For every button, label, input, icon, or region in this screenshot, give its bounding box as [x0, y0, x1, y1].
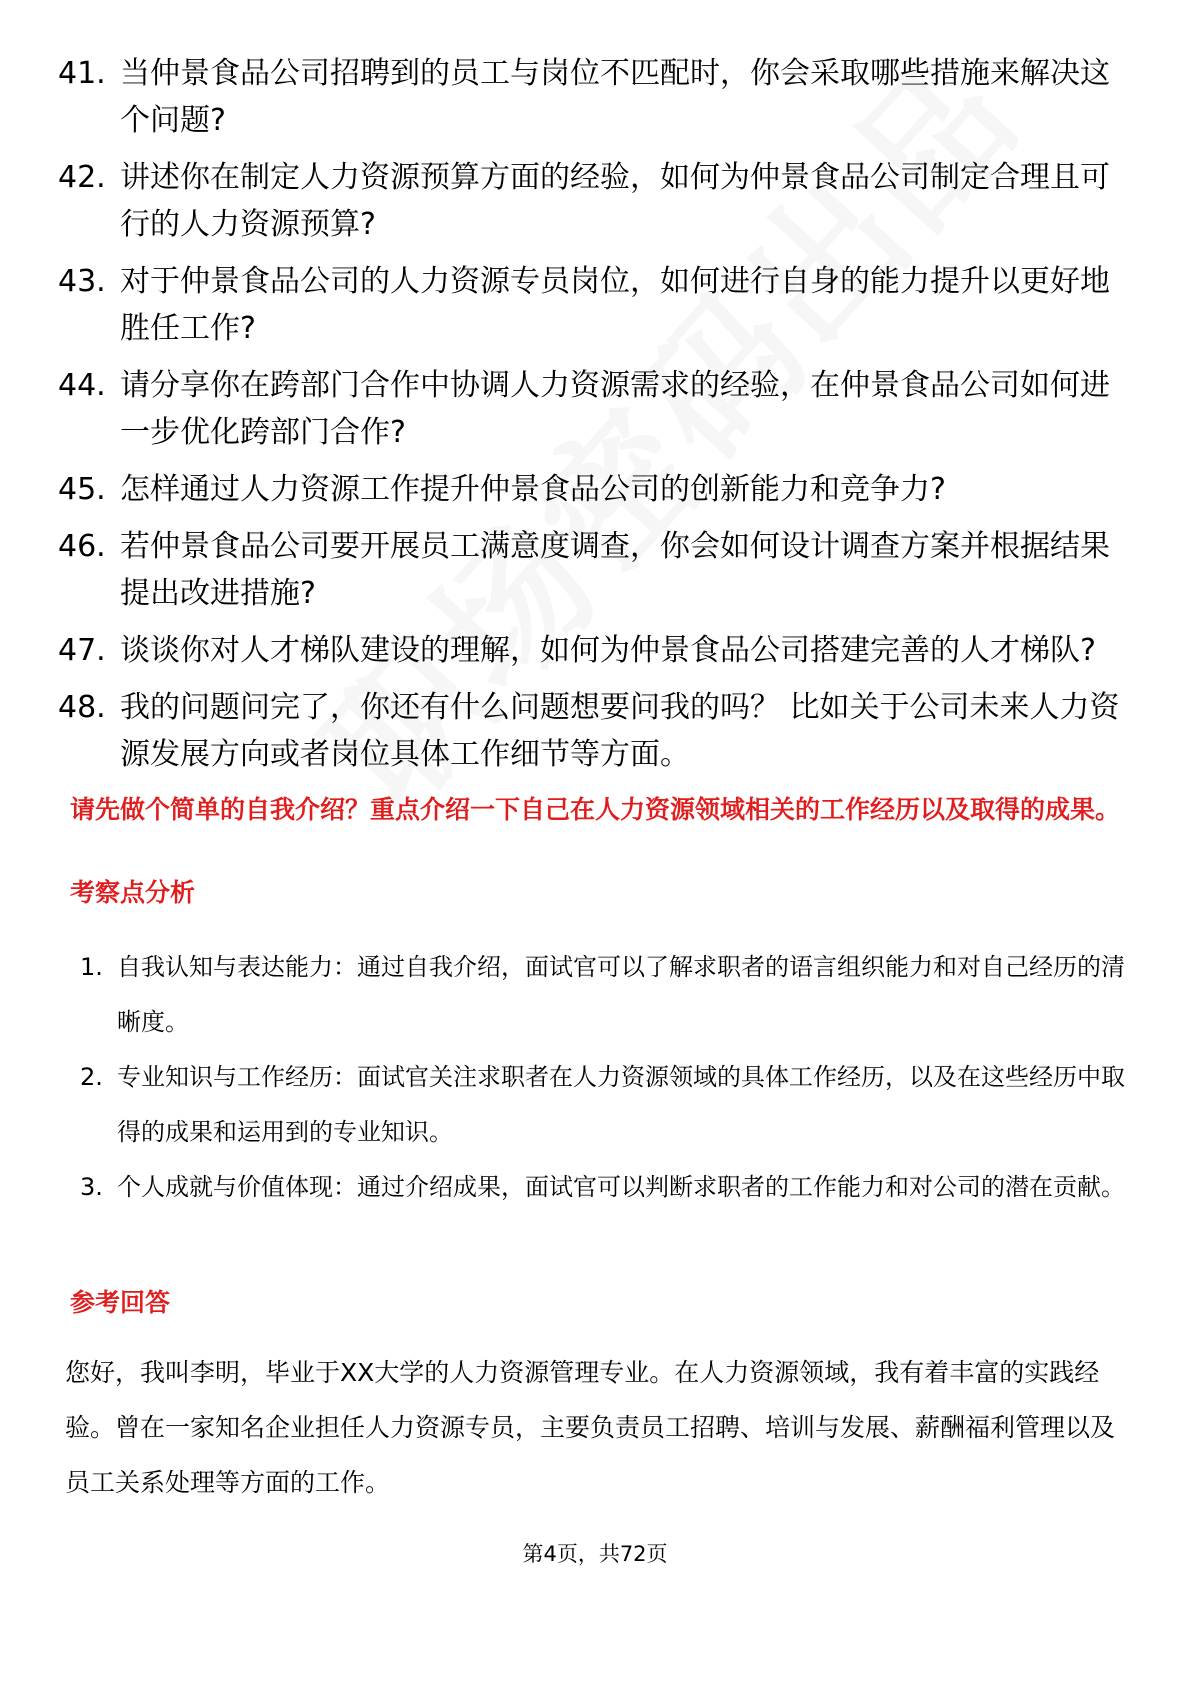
- question-number: 46.: [58, 529, 106, 564]
- analysis-point: [80, 1050, 1140, 1160]
- question-number: 41.: [58, 56, 106, 91]
- analysis-point-number: 1.: [80, 953, 103, 981]
- question-number: 48.: [58, 690, 106, 725]
- question-item: [58, 684, 1138, 778]
- intro-question: 请先做个简单的自我介绍？重点介绍一下自己在人力资源领域相关的工作经历以及取得的成果。: [70, 795, 1121, 824]
- question-text: 请分享你在跨部门合作中协调人力资源需求的经验，在仲景食品公司如何进一步优化跨部门合作?: [120, 368, 1110, 450]
- question-item: [58, 362, 1138, 456]
- question-item: [58, 258, 1138, 352]
- answer-text: 您好，我叫李明，毕业于XX大学的人力资源管理专业。在人力资源领域，我有着丰富的实践经验。曾在一家知名企业担任人力资源专员，主要负责员工招聘、培训与发展、薪酬福利管理以及员工关系处理等方面的工作。: [65, 1358, 1116, 1497]
- analysis-point-number: 2.: [80, 1063, 103, 1091]
- question-text: 怎样通过人力资源工作提升仲景食品公司的创新能力和竞争力?: [120, 472, 946, 507]
- analysis-point-text: 自我认知与表达能力：通过自我介绍，面试官可以了解求职者的语言组织能力和对自己经历的清晰度。: [117, 953, 1125, 1036]
- question-number: 42.: [58, 160, 106, 195]
- question-text: 讲述你在制定人力资源预算方面的经验，如何为仲景食品公司制定合理且可行的人力资源预算?: [120, 160, 1110, 242]
- question-number: 47.: [58, 633, 106, 668]
- question-item: [58, 50, 1138, 144]
- question-number: 44.: [58, 368, 106, 403]
- question-item: [58, 466, 1138, 513]
- analysis-point-text: 专业知识与工作经历：面试官关注求职者在人力资源领域的具体工作经历，以及在这些经历中取得的成果和运用到的专业知识。: [117, 1063, 1125, 1146]
- question-number: 45.: [58, 472, 106, 507]
- analysis-point-text: 个人成就与价值体现：通过介绍成果，面试官可以判断求职者的工作能力和对公司的潜在贡献。: [117, 1173, 1125, 1201]
- analysis-point-number: 3.: [80, 1173, 103, 1201]
- answer-heading: 参考回答: [70, 1288, 171, 1317]
- question-text: 对于仲景食品公司的人力资源专员岗位，如何进行自身的能力提升以更好地胜任工作?: [120, 264, 1110, 346]
- page-footer: 第4页，共72页: [522, 1542, 668, 1566]
- question-number: 43.: [58, 264, 106, 299]
- question-list: [58, 50, 1138, 788]
- question-item: [58, 154, 1138, 248]
- question-text: 若仲景食品公司要开展员工满意度调查，你会如何设计调查方案并根据结果提出改进措施?: [120, 529, 1110, 611]
- question-item: [58, 523, 1138, 617]
- analysis-heading: 考察点分析: [70, 878, 196, 907]
- question-text: 谈谈你对人才梯队建设的理解，如何为仲景食品公司搭建完善的人才梯队?: [120, 633, 1096, 668]
- question-item: [58, 627, 1138, 674]
- analysis-point: [80, 1160, 1140, 1215]
- question-text: 我的问题问完了，你还有什么问题想要问我的吗？ 比如关于公司未来人力资源发展方向或者岗位具体工作细节等方面。: [120, 690, 1120, 772]
- question-text: 当仲景食品公司招聘到的员工与岗位不匹配时，你会采取哪些措施来解决这个问题?: [120, 56, 1110, 138]
- analysis-point-list: [80, 940, 1140, 1215]
- analysis-point: [80, 940, 1140, 1050]
